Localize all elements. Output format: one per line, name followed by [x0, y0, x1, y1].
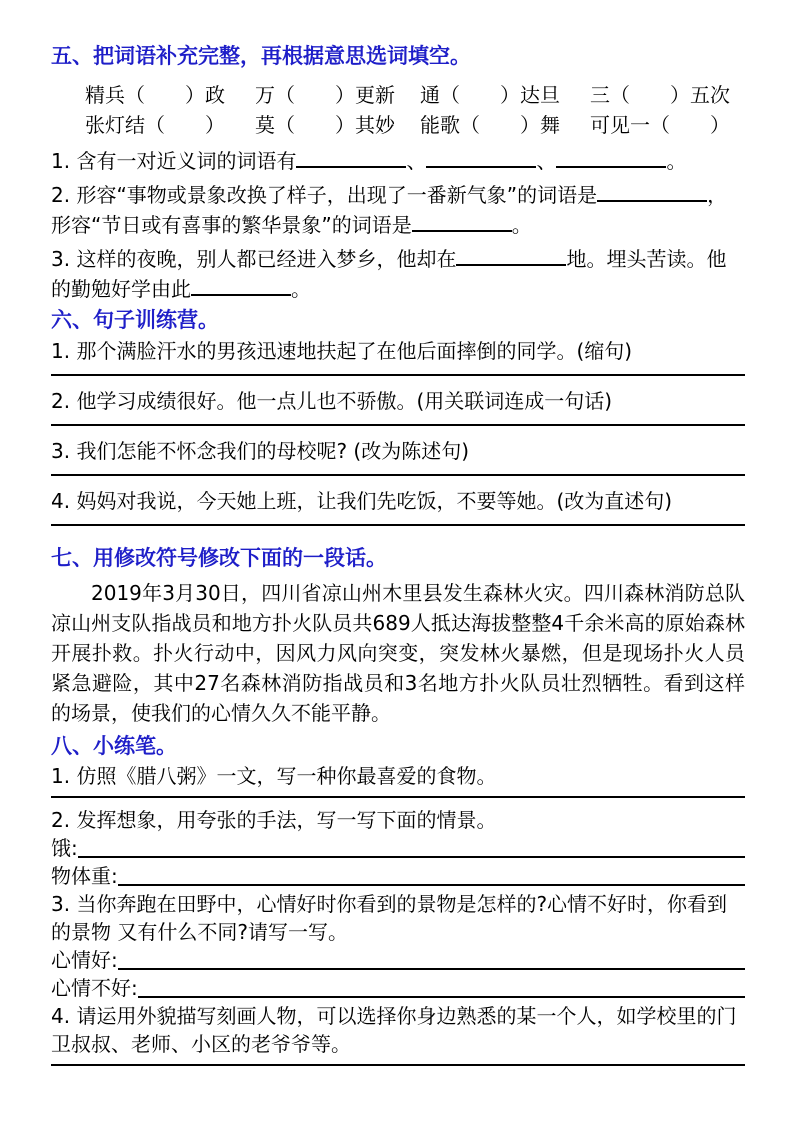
question-8-4: 4. 请运用外貌描写刻画人物，可以选择你身边熟悉的某一个人，如学校里的门卫叔叔、老师、小区的老爷爷等。: [51, 1004, 737, 1056]
idiom-cell: 张灯结（ ）: [85, 113, 225, 137]
idiom-cell: 万（ ）更新: [255, 83, 395, 107]
editing-paragraph: 2019年3月30日，四川省凉山州木里县发生森林火灾。四川森林消防总队凉山州支队指战员和地方扑火队员共689人抵达海拔整整4千余米高的原始森林开展扑救。扑火行动中，因风力风向突变，突发林火暴燃，但是现场扑火人员紧急避险，其中27名森林消防指战员和3名地方扑火队员壮烈牺牲。看到这样的场景，使我们的心情久久不能平静。: [51, 581, 745, 725]
question-text: 地。埋头苦读。他: [566, 247, 727, 271]
question-6-3: 3. 我们怎能不怀念我们的母校呢? (改为陈述句): [51, 439, 470, 463]
question-8-2: 2. 发挥想象，用夸张的手法，写一写下面的情景。: [51, 808, 497, 832]
question-5-3-line-2: [51, 274, 745, 304]
question-text: 、: [536, 149, 557, 173]
question-text: 。: [666, 149, 687, 173]
fill-blank: [426, 150, 536, 168]
section-5-title: 五、把词语补充完整，再根据意思选词填空。: [51, 44, 471, 68]
section-7: [51, 544, 745, 728]
question-8-3: 3. 当你奔跑在田野中，心情好时你看到的景物是怎样的?心情不好时，你看到的景物 又有什么不同?请写一写。: [51, 892, 728, 944]
section-6: [51, 306, 745, 526]
question-text: 形容“节日或有喜事的繁华景象”的词语是: [51, 213, 412, 237]
answer-line: [118, 968, 745, 970]
section-6-title: 六、句子训练营。: [51, 308, 219, 332]
idiom-grid: [51, 80, 745, 140]
answer-line: [138, 996, 745, 998]
answer-line: [51, 424, 745, 426]
question-text: 3. 这样的夜晚，别人都已经进入梦乡，他却在: [51, 247, 457, 271]
idiom-cell: 可见一（ ）: [590, 113, 730, 137]
fill-blank: [556, 150, 666, 168]
fill-row-label: 物体重:: [51, 864, 118, 888]
question-text: ，: [707, 183, 728, 207]
idiom-cell: 通（ ）达旦: [420, 83, 560, 107]
idiom-cell: 三（ ）五次: [590, 83, 730, 107]
answer-line: [51, 524, 745, 526]
question-5-1: [51, 146, 745, 176]
question-text: 的勤勉好学由此: [51, 277, 191, 301]
idiom-cell: 莫（ ）其妙: [255, 113, 395, 137]
fill-row-hungry: [51, 834, 745, 862]
answer-line: [51, 374, 745, 376]
question-5-3-line-1: [51, 244, 745, 274]
fill-blank: [412, 214, 512, 232]
answer-line: [51, 474, 745, 476]
idiom-cell: 精兵（ ）政: [85, 83, 225, 107]
section-8: [51, 732, 745, 1066]
fill-row-label: 心情不好:: [51, 976, 138, 1000]
question-text: 、: [406, 149, 427, 173]
fill-row-good-mood: [51, 946, 745, 974]
fill-row-label: 心情好:: [51, 948, 118, 972]
section-5: [51, 42, 745, 304]
answer-line: [51, 1064, 745, 1066]
question-text: 2. 形容“事物或景象改换了样子，出现了一番新气象”的词语是: [51, 183, 598, 207]
fill-row-bad-mood: [51, 974, 745, 1002]
question-5-2-line-2: [51, 210, 745, 240]
question-text: 。: [291, 277, 311, 301]
answer-line: [51, 796, 745, 798]
question-5-2-line-1: [51, 180, 745, 210]
question-6-2: 2. 他学习成绩很好。他一点儿也不骄傲。(用关联词连成一句话): [51, 389, 613, 413]
idiom-cell: 能歌（ ）舞: [420, 113, 560, 137]
section-7-title: 七、用修改符号修改下面的一段话。: [51, 546, 387, 570]
fill-blank: [191, 278, 291, 296]
answer-line: [118, 884, 745, 886]
question-text: 1. 含有一对近义词的词语有: [51, 149, 297, 173]
answer-line: [78, 856, 745, 858]
question-6-4: 4. 妈妈对我说，今天她上班，让我们先吃饭，不要等她。(改为直述句): [51, 489, 673, 513]
question-text: 。: [511, 213, 532, 237]
section-8-title: 八、小练笔。: [51, 734, 177, 758]
fill-blank: [296, 150, 406, 168]
question-6-1: 1. 那个满脸汗水的男孩迅速地扶起了在他后面摔倒的同学。(缩句): [51, 339, 633, 363]
fill-blank: [597, 184, 707, 202]
fill-row-heavy: [51, 862, 745, 890]
fill-blank: [456, 248, 566, 266]
fill-row-label: 饿:: [51, 836, 78, 860]
question-8-1: 1. 仿照《腊八粥》一文，写一种你最喜爱的食物。: [51, 764, 497, 788]
